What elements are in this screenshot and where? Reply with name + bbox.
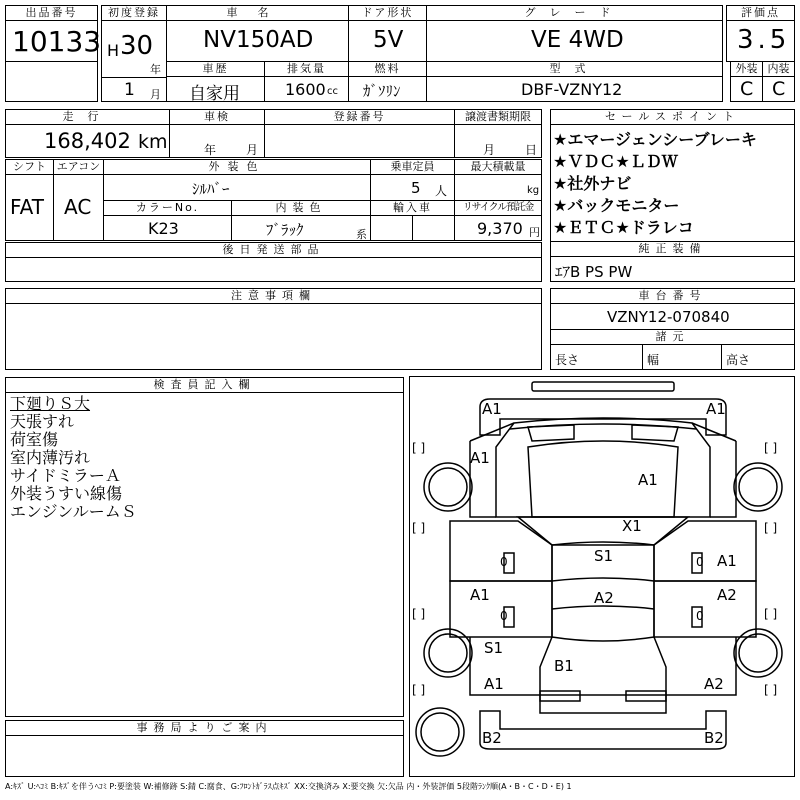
legend: A:ｷｽﾞ U:ﾍｺﾐ B:ｷｽﾞを伴うﾍｺﾐ P:要塗装 W:補修跡 S:錆 C:腐食、G:ﾌﾛﾝﾄｶﾞﾗｽ点ｷｽﾞ XX:交換済み X:要交換 欠:欠品 内・外装評価 5段階ﾗﾝｸ順(A・B・C・D・E) 1 — [5, 782, 572, 791]
dimensions-label: 諸元 — [550, 329, 795, 345]
sales-points-cell — [550, 124, 795, 242]
transfer-label: 譲渡書類期限 — [454, 109, 542, 125]
damage-rear-quarter-left: A1 — [484, 675, 504, 693]
damage-fender-left: A1 — [470, 449, 490, 467]
int-color-cell — [231, 215, 371, 241]
mileage-unit: km — [138, 131, 168, 153]
shift-cell — [5, 174, 54, 241]
first-reg-cell — [101, 20, 167, 78]
inspector-note: 室内薄汚れ — [10, 448, 91, 467]
capacity-unit: 人 — [435, 184, 448, 198]
history: 自家用 — [189, 84, 240, 104]
notes-label: 注意事項欄 — [5, 288, 542, 304]
grade-label: グレード — [426, 5, 723, 21]
exterior-grade: C — [740, 78, 754, 100]
exterior-grade-label: 外装 — [730, 61, 763, 77]
inspector-note: エンジンルームＳ — [10, 502, 137, 521]
tire-bracket: [ ] — [412, 521, 426, 535]
tire-bracket: [ ] — [764, 521, 778, 535]
damage-front-left: A1 — [482, 400, 502, 418]
mileage-cell — [5, 124, 170, 158]
ext-color-cell — [103, 174, 371, 201]
dim-width-cell — [642, 344, 722, 370]
office-label: 事務局よりご案内 — [5, 720, 404, 736]
ext-color-label: 外装色 — [103, 159, 371, 175]
model-cell — [426, 76, 723, 102]
displacement: 1600 — [285, 80, 326, 99]
insp-month-unit: 月 — [246, 143, 259, 157]
damage-rear-quarter-right: A2 — [704, 675, 724, 693]
damage-back-door: B1 — [554, 657, 574, 675]
dim-height-cell — [721, 344, 795, 370]
car-outline — [410, 377, 796, 778]
capacity-label: 乗車定員 — [370, 159, 455, 175]
dim-width: 幅 — [647, 353, 660, 367]
door-label: ドア形状 — [348, 5, 427, 21]
car-name-label: 車名 — [166, 5, 349, 21]
auction-no-cell — [5, 20, 102, 62]
month-unit: 月 — [150, 88, 161, 101]
tire-bracket: [ ] — [764, 607, 778, 621]
grade: VE 4WD — [531, 27, 624, 53]
chassis-number: VZNY12-070840 — [607, 308, 730, 326]
damage-rear-door-right: A2 — [717, 586, 737, 604]
load-unit: kg — [527, 185, 540, 196]
zero-marker: 0 — [696, 555, 704, 569]
score-cell — [726, 20, 795, 62]
inspection-cell — [169, 124, 265, 158]
history-cell — [166, 76, 265, 102]
ext-color: ｼﾙﾊﾞｰ — [192, 180, 230, 198]
tire-bracket: [ ] — [764, 441, 778, 455]
zero-marker: 0 — [500, 555, 508, 569]
color-no: K23 — [148, 219, 179, 238]
transfer-day: 日 — [525, 143, 538, 157]
equipment-cell — [550, 256, 795, 282]
recycle-unit: 円 — [529, 226, 540, 239]
damage-floor: A2 — [594, 589, 614, 607]
ac-cell — [53, 174, 104, 241]
sales-point: ★ＶＤＣ★ＬＤＷ — [553, 152, 678, 171]
year-unit: 年 — [150, 63, 161, 76]
era: H — [107, 41, 120, 60]
load-label: 最大積載量 — [454, 159, 542, 175]
displacement-label: 排気量 — [264, 61, 349, 77]
equipment-label: 純正装備 — [550, 241, 795, 257]
damage-front-door-right: A1 — [717, 552, 737, 570]
color-no-cell — [103, 215, 232, 241]
auction-no: 10133 — [12, 25, 102, 58]
inspection-label: 車検 — [169, 109, 265, 125]
damage-rear-door-left: A1 — [470, 586, 490, 604]
recycle: 9,370 — [477, 219, 523, 238]
tire-bracket: [ ] — [412, 683, 426, 697]
inspector-note: 下廻りＳ大 — [10, 394, 91, 413]
auction-no-label: 出品番号 — [5, 5, 98, 21]
sales-point: ★バックモニター — [553, 196, 680, 215]
shift-label: シフト — [5, 159, 54, 175]
inspector-cell — [5, 392, 404, 717]
mileage-label: 走行 — [5, 109, 170, 125]
interior-grade-label: 内装 — [762, 61, 795, 77]
int-color-unit: 系 — [356, 228, 367, 241]
int-color-label: 内装色 — [231, 200, 371, 216]
reg-month: 1 — [124, 80, 135, 100]
later-parts-label: 後日発送部品 — [5, 242, 542, 258]
door-cell — [348, 20, 427, 62]
reg-no-label: 登録番号 — [264, 109, 455, 125]
transfer-cell — [454, 124, 542, 158]
model: DBF-VZNY12 — [521, 80, 623, 99]
import-cell-a — [370, 215, 413, 241]
capacity: 5 — [411, 179, 421, 197]
tire-bracket: [ ] — [412, 441, 426, 455]
transfer-month: 月 — [483, 143, 496, 157]
chassis-label: 車台番号 — [550, 288, 795, 304]
zero-marker: 0 — [500, 609, 508, 623]
auction-no-extra — [5, 61, 98, 102]
car-name: NV150AD — [203, 27, 314, 53]
later-parts-cell — [5, 257, 542, 282]
damage-rear-fender-left: S1 — [484, 639, 504, 657]
dim-height: 高さ — [726, 353, 751, 367]
capacity-cell — [370, 174, 455, 201]
history-label: 車歴 — [166, 61, 265, 77]
damage-rear-bumper-right: B2 — [704, 729, 724, 747]
damage-windshield: X1 — [622, 517, 642, 535]
inspector-note: 外装うすい線傷 — [10, 484, 123, 503]
exterior-grade-cell — [730, 76, 763, 102]
car-name-cell — [166, 20, 349, 62]
inspector-label: 検査員記入欄 — [5, 377, 404, 393]
office-cell — [5, 735, 404, 777]
fuel: ｶﾞｿﾘﾝ — [363, 82, 401, 100]
recycle-cell — [454, 215, 542, 241]
import-label: 輸入車 — [370, 200, 455, 216]
fuel-cell — [348, 76, 427, 102]
model-label: 型式 — [426, 61, 723, 77]
reg-month-cell — [101, 77, 167, 102]
ac-label: エアコン — [53, 159, 104, 175]
door-type: 5V — [373, 27, 404, 53]
sales-point: ★社外ナビ — [553, 174, 632, 193]
dim-length: 長さ — [555, 353, 580, 367]
damage-roof: S1 — [594, 547, 614, 565]
sales-point: ★ＥＴＣ★ドラレコ — [553, 218, 694, 237]
score: 3.5 — [737, 25, 791, 55]
recycle-label: リサイクル預託金 — [454, 200, 542, 216]
damage-rear-bumper-left: B2 — [482, 729, 502, 747]
damage-hood: A1 — [638, 471, 658, 489]
sales-point: ★エマージェンシーブレーキ — [553, 130, 757, 149]
reg-year: 30 — [120, 31, 154, 61]
notes-cell — [5, 303, 542, 370]
tire-bracket: [ ] — [412, 607, 426, 621]
interior-grade-cell — [762, 76, 795, 102]
displacement-cell — [264, 76, 349, 102]
import-cell-b — [412, 215, 455, 241]
interior-grade: C — [772, 78, 786, 100]
grade-cell — [426, 20, 723, 62]
displacement-unit: cc — [327, 86, 338, 97]
mileage: 168,402 — [44, 129, 131, 153]
insp-year-unit: 年 — [204, 143, 217, 157]
reg-no-cell — [264, 124, 455, 158]
tire-bracket: [ ] — [764, 683, 778, 697]
fuel-label: 燃料 — [348, 61, 427, 77]
sales-points-label: セールスポイント — [550, 109, 795, 125]
shift: FAT — [10, 195, 45, 219]
score-label: 評価点 — [726, 5, 795, 21]
color-no-label: カラーNo. — [103, 200, 232, 216]
first-reg-label: 初度登録 — [101, 5, 167, 21]
load-cell — [454, 174, 542, 201]
dim-length-cell — [550, 344, 643, 370]
inspector-note: 荷室傷 — [10, 430, 59, 449]
damage-front-right: A1 — [706, 400, 726, 418]
ac: AC — [64, 195, 92, 219]
equipment: ｴｱB PS PW — [555, 263, 633, 281]
int-color: ﾌﾞﾗｯｸ — [266, 221, 304, 239]
chassis-cell — [550, 303, 795, 330]
inspector-note: 天張すれ — [10, 412, 75, 431]
zero-marker: 0 — [696, 609, 704, 623]
car-diagram — [409, 376, 795, 777]
inspector-note: サイドミラーＡ — [10, 466, 121, 485]
